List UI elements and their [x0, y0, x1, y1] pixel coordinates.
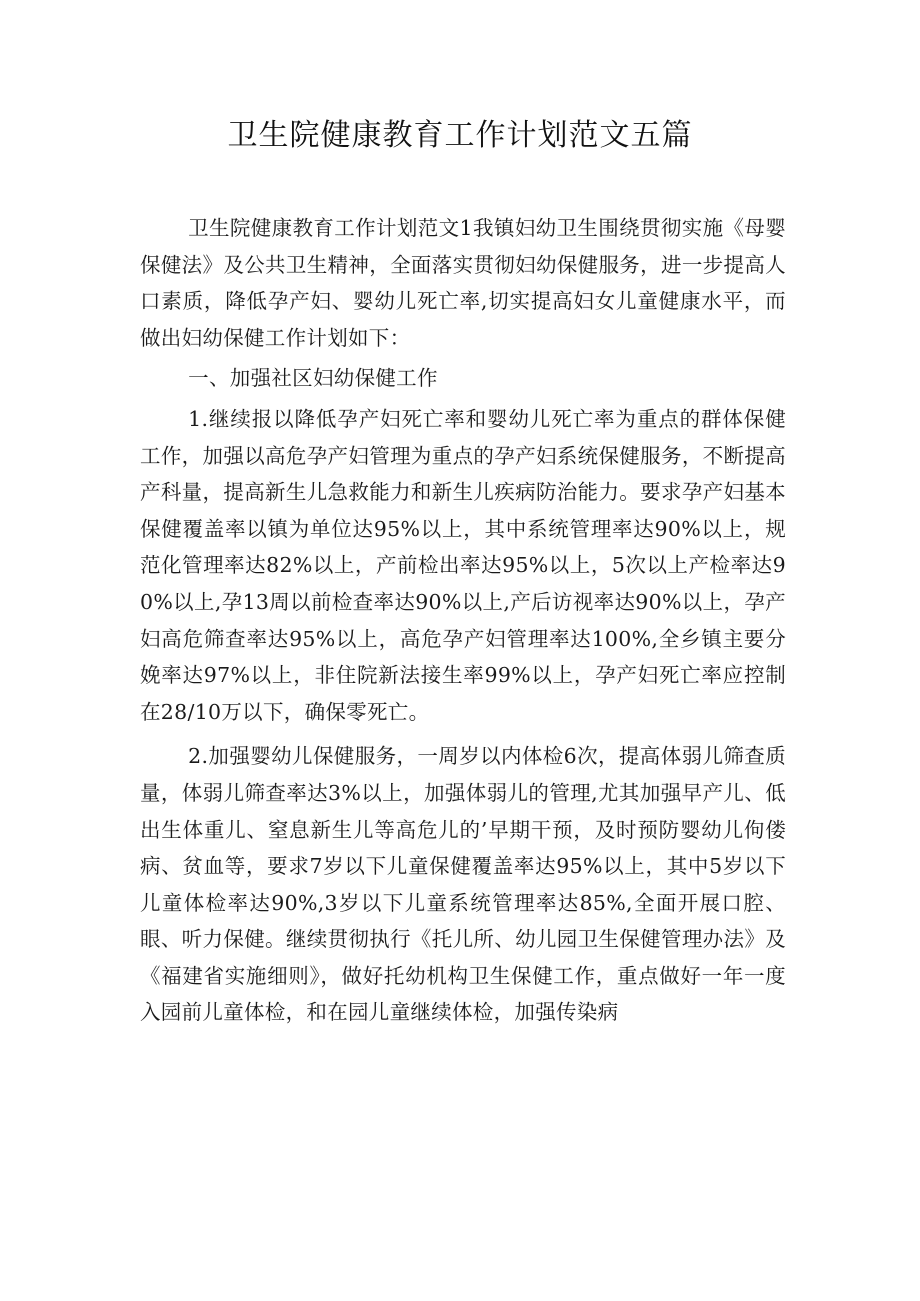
document-body: [140, 210, 786, 1031]
paragraph-item-1: 1.继续报以降低孕产妇死亡率和婴幼儿死亡率为重点的群体保健工作，加强以高危孕产妇管理为重点的孕产妇系统保健服务，不断提高产科量，提高新生儿急救能力和新生儿疾病防治能力。要求孕产妇基本保健覆盖率以镇为单位达95%以上，其中系统管理率达90%以上，规范化管理率达82%以上，产前检出率达95%以上，5次以上产检率达90%以上,孕13周以前检查率达90%以上,产后访视率达90%以上，孕产妇高危筛查率达95%以上，高危孕产妇管理率达100%,全乡镇主要分娩率达97%以上，非住院新法接生率99%以上，孕产妇死亡率应控制在28/10万以下，确保零死亡。: [140, 406, 786, 724]
paragraph-item-2: 2.加强婴幼儿保健服务，一周岁以内体检6次，提高体弱儿筛查质量，体弱儿筛查率达3%以上，加强体弱儿的管理,尤其加强早产儿、低出生体重儿、窒息新生儿等高危儿的’早期干预，及时预防婴幼儿佝偻病、贫血等，要求7岁以下儿童保健覆盖率达95%以上，其中5岁以下儿童体检率达90%,3岁以下儿童系统管理率达85%,全面开展口腔、眼、听力保健。继续贯彻执行《托儿所、幼儿园卫生保健管理办法》及《福建省实施细则》，做好托幼机构卫生保健工作，重点做好一年一度入园前儿童体检，和在园儿童继续体检，加强传染病: [140, 744, 786, 1025]
paragraph-intro: 卫生院健康教育工作计划范文1我镇妇幼卫生围绕贯彻实施《母婴保健法》及公共卫生精神，全面落实贯彻妇幼保健服务，进一步提高人口素质，降低孕产妇、婴幼儿死亡率,切实提高妇女儿童健康水平，而做出妇幼保健工作计划如下：: [140, 216, 786, 350]
document-title: 卫生院健康教育工作计划范文五篇: [227, 118, 693, 153]
section-heading: 一、加强社区妇幼保健工作: [188, 366, 438, 391]
